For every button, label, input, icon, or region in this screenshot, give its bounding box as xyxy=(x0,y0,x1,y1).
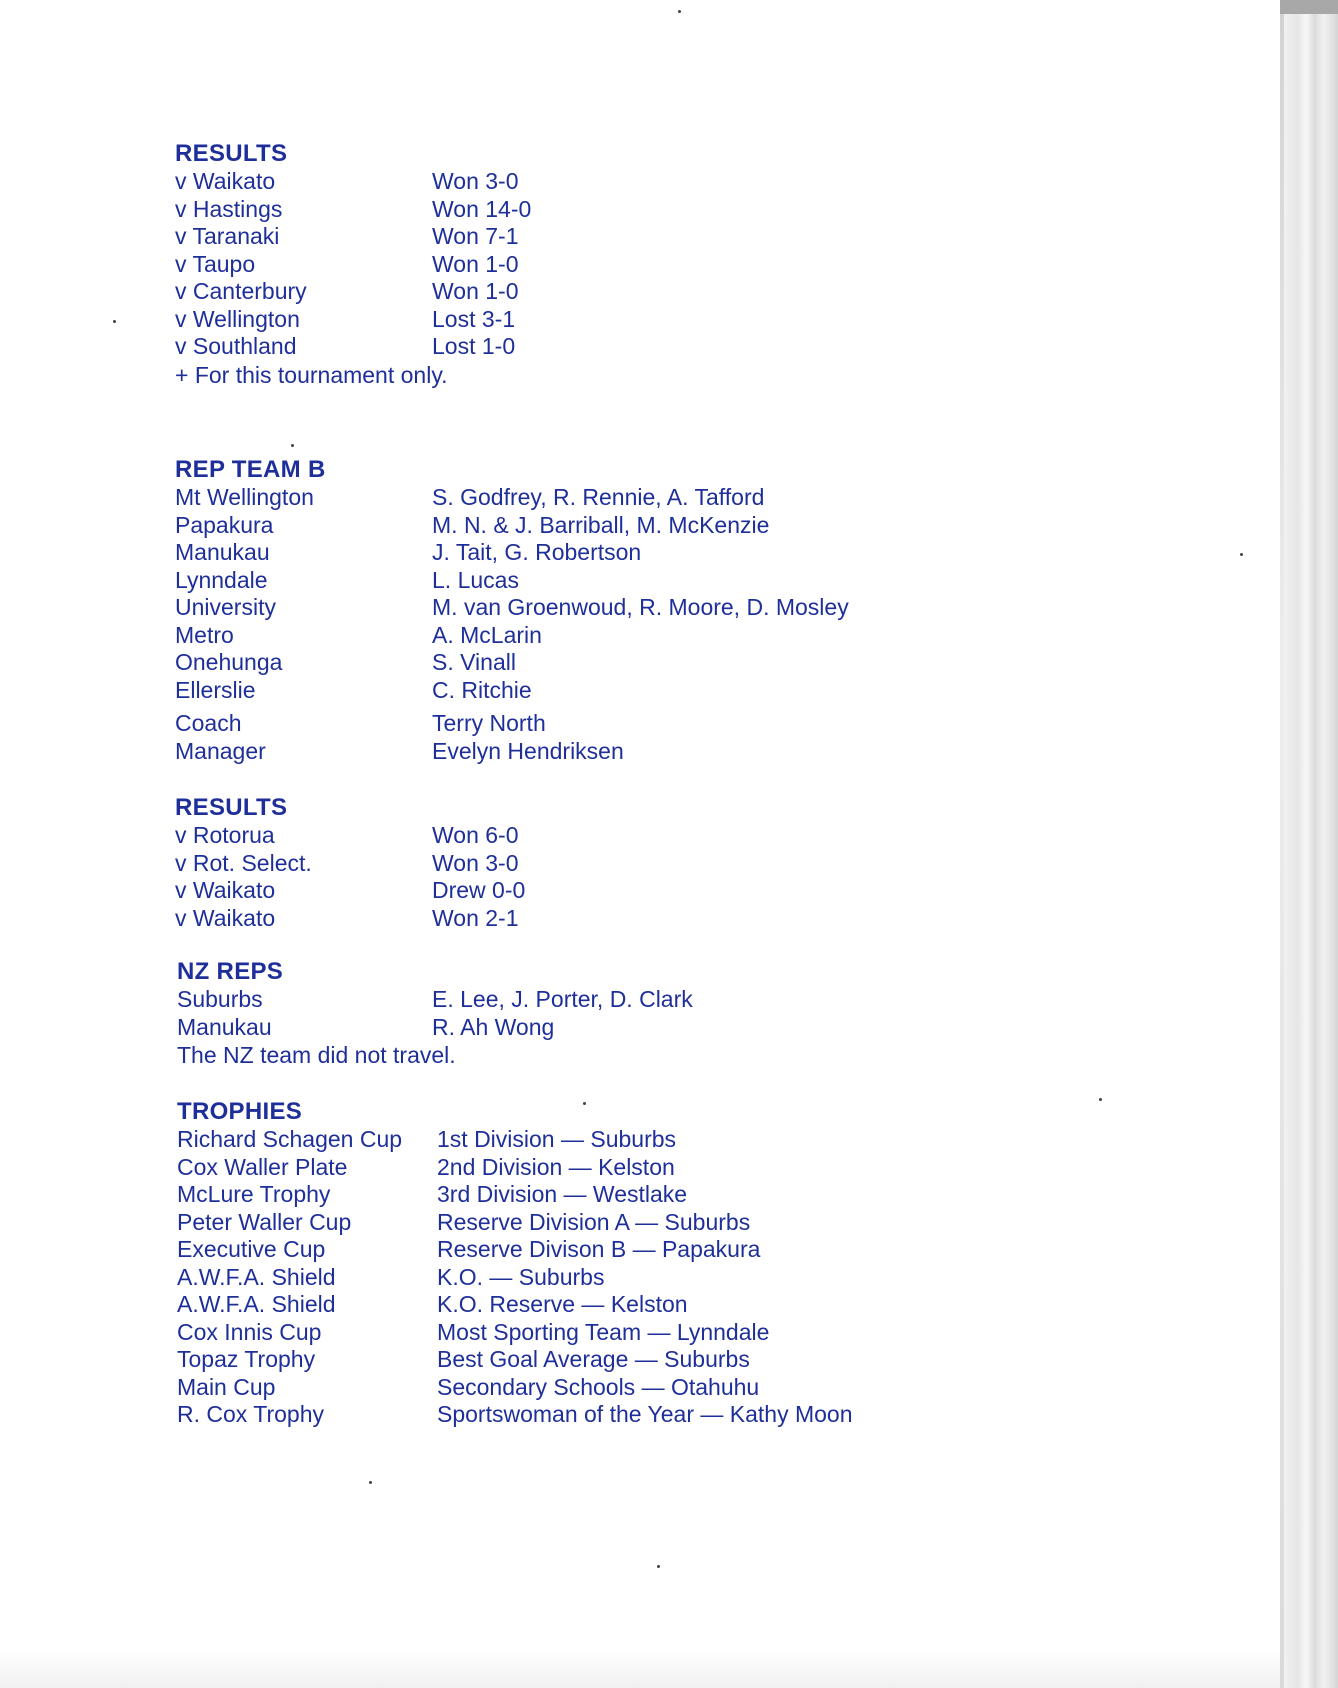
trophy-name: Cox Innis Cup xyxy=(177,1318,322,1345)
trophy-winner: K.O. Reserve — Kelston xyxy=(437,1291,688,1317)
trophy-name: Cox Waller Plate xyxy=(177,1153,348,1180)
club-row xyxy=(175,649,935,677)
nz-team-note: The NZ team did not travel. xyxy=(177,1042,456,1068)
trophy-row xyxy=(177,1154,937,1182)
player-names: J. Tait, G. Robertson xyxy=(432,539,642,565)
result-row xyxy=(175,223,935,251)
scan-speck xyxy=(657,1565,660,1568)
rep-team-b-section xyxy=(175,456,935,765)
trophy-winner: Best Goal Average — Suburbs xyxy=(437,1346,750,1372)
rep-team-b-heading: REP TEAM B xyxy=(175,456,326,483)
staff-name: Terry North xyxy=(432,710,546,736)
staff-name: Evelyn Hendriksen xyxy=(432,737,624,764)
opponent: v Hastings xyxy=(175,195,283,222)
scan-speck xyxy=(583,1102,586,1105)
result-row xyxy=(175,306,935,334)
opponent: v Rotorua xyxy=(175,822,275,848)
scan-speck xyxy=(1099,1098,1102,1101)
result-row xyxy=(175,251,935,279)
player-names: R. Ah Wong xyxy=(432,1013,555,1040)
result: Won 2-1 xyxy=(432,904,519,931)
club-name: University xyxy=(175,594,276,620)
page-bottom-shade xyxy=(0,1650,1280,1688)
club-row xyxy=(175,594,935,622)
club-row xyxy=(175,622,935,650)
club-name: Manukau xyxy=(177,1013,272,1040)
scan-speck xyxy=(291,444,294,447)
result-row xyxy=(175,877,935,905)
results-section-b xyxy=(175,794,935,932)
result: Won 7-1 xyxy=(432,223,519,249)
player-names: M. van Groenwoud, R. Moore, D. Mosley xyxy=(432,594,849,620)
result-row xyxy=(175,850,935,878)
club-row xyxy=(177,986,937,1014)
trophy-row xyxy=(177,1181,937,1209)
club-name: Mt Wellington xyxy=(175,484,314,510)
opponent: v Southland xyxy=(175,333,297,359)
player-names: S. Godfrey, R. Rennie, A. Tafford xyxy=(432,484,765,510)
page-edge-binding xyxy=(1280,0,1338,1688)
staff-row-manager xyxy=(175,738,935,766)
trophy-row xyxy=(177,1319,937,1347)
club-name: Suburbs xyxy=(177,986,263,1012)
player-names: E. Lee, J. Porter, D. Clark xyxy=(432,986,693,1012)
opponent: v Taranaki xyxy=(175,223,280,249)
result: Won 1-0 xyxy=(432,250,519,277)
result-row xyxy=(175,278,935,306)
result: Won 3-0 xyxy=(432,849,519,876)
staff-role: Coach xyxy=(175,710,242,736)
trophy-row xyxy=(177,1374,937,1402)
trophy-name: R. Cox Trophy xyxy=(177,1401,324,1427)
player-names: L. Lucas xyxy=(432,566,519,593)
trophies-section xyxy=(177,1098,937,1429)
trophy-name: A.W.F.A. Shield xyxy=(177,1263,336,1290)
trophy-row xyxy=(177,1291,937,1319)
club-name: Lynndale xyxy=(175,566,268,593)
trophy-row xyxy=(177,1126,937,1154)
result-row xyxy=(175,196,935,224)
club-name: Papakura xyxy=(175,511,274,538)
trophy-winner: K.O. — Suburbs xyxy=(437,1263,605,1290)
trophy-name: McLure Trophy xyxy=(177,1181,331,1207)
opponent: v Taupo xyxy=(175,250,256,277)
result: Won 6-0 xyxy=(432,822,519,848)
scan-speck xyxy=(678,10,681,13)
club-name: Ellerslie xyxy=(175,676,256,703)
result: Won 3-0 xyxy=(432,168,519,194)
scan-speck xyxy=(369,1481,372,1484)
trophy-name: Peter Waller Cup xyxy=(177,1208,352,1235)
opponent: v Wellington xyxy=(175,305,300,332)
result: Won 1-0 xyxy=(432,278,519,304)
club-row xyxy=(175,677,935,705)
trophy-row xyxy=(177,1401,937,1429)
results-heading-b: RESULTS xyxy=(175,794,288,821)
trophy-name: A.W.F.A. Shield xyxy=(177,1291,336,1317)
results-section-a xyxy=(175,140,935,389)
club-row xyxy=(175,567,935,595)
club-row xyxy=(175,512,935,540)
trophy-row xyxy=(177,1236,937,1264)
result-row xyxy=(175,905,935,933)
result: Drew 0-0 xyxy=(432,877,526,903)
club-row xyxy=(175,484,935,512)
trophy-row xyxy=(177,1264,937,1292)
nz-reps-section xyxy=(177,958,937,1069)
club-name: Onehunga xyxy=(175,649,283,675)
player-names: M. N. & J. Barriball, M. McKenzie xyxy=(432,511,770,538)
trophy-name: Main Cup xyxy=(177,1373,276,1400)
trophy-winner: Reserve Division A — Suburbs xyxy=(437,1208,751,1235)
trophy-winner: Reserve Divison B — Papakura xyxy=(437,1236,761,1262)
trophy-name: Richard Schagen Cup xyxy=(177,1126,403,1152)
club-name: Manukau xyxy=(175,539,270,565)
tournament-note: + For this tournament only. xyxy=(175,361,448,388)
opponent: v Waikato xyxy=(175,168,276,194)
club-row xyxy=(175,539,935,567)
opponent: v Rot. Select. xyxy=(175,849,312,876)
player-names: A. McLarin xyxy=(432,621,542,648)
result: Won 14-0 xyxy=(432,195,532,222)
club-name: Metro xyxy=(175,621,234,648)
trophy-winner: 1st Division — Suburbs xyxy=(437,1126,677,1152)
result: Lost 1-0 xyxy=(432,333,516,359)
trophy-winner: 2nd Division — Kelston xyxy=(437,1153,675,1180)
trophy-row xyxy=(177,1209,937,1237)
trophy-name: Executive Cup xyxy=(177,1236,326,1262)
opponent: v Waikato xyxy=(175,877,276,903)
result-row xyxy=(175,168,935,196)
scan-speck xyxy=(113,320,116,323)
result: Lost 3-1 xyxy=(432,305,516,332)
results-heading-a: RESULTS xyxy=(175,140,288,167)
trophy-row xyxy=(177,1346,937,1374)
trophies-heading: TROPHIES xyxy=(177,1098,303,1125)
trophy-name: Topaz Trophy xyxy=(177,1346,316,1372)
scan-speck xyxy=(1240,553,1243,556)
player-names: C. Ritchie xyxy=(432,676,532,703)
nz-reps-heading: NZ REPS xyxy=(177,958,284,985)
opponent: v Waikato xyxy=(175,904,276,931)
trophy-winner: Sportswoman of the Year — Kathy Moon xyxy=(437,1401,853,1427)
result-row xyxy=(175,822,935,850)
trophy-winner: Secondary Schools — Otahuhu xyxy=(437,1373,760,1400)
club-row xyxy=(177,1014,937,1042)
trophy-winner: Most Sporting Team — Lynndale xyxy=(437,1318,770,1345)
player-names: S. Vinall xyxy=(432,649,516,675)
staff-row-coach xyxy=(175,710,935,738)
staff-role: Manager xyxy=(175,737,266,764)
result-row xyxy=(175,333,935,361)
opponent: v Canterbury xyxy=(175,278,307,304)
trophy-winner: 3rd Division — Westlake xyxy=(437,1181,688,1207)
